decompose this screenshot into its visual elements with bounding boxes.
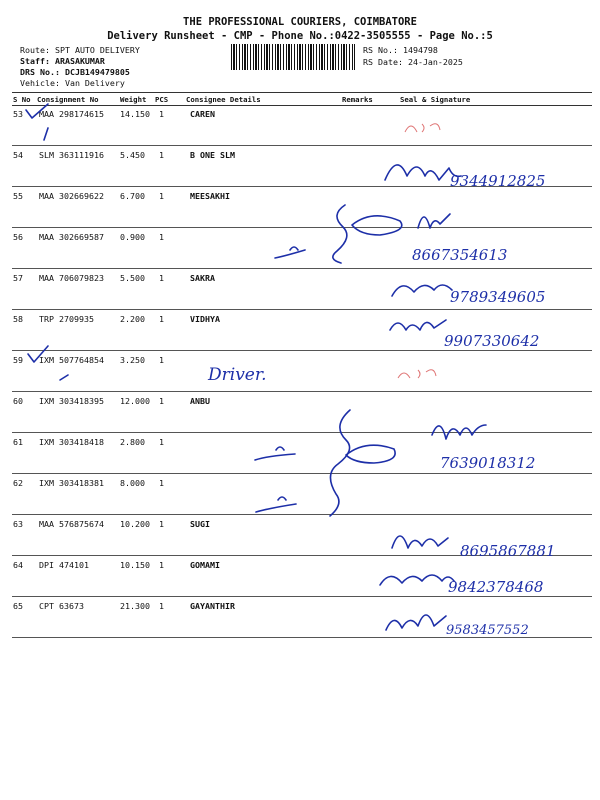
row-sno: 55 [13, 191, 23, 201]
row-consignment: MAA 706079823 [39, 273, 104, 283]
row-sno: 65 [13, 601, 23, 611]
phone-row-61: 7639018312 [440, 454, 536, 472]
table-row [12, 391, 592, 433]
table-row [12, 145, 592, 187]
table-row [12, 555, 592, 597]
row-pcs: 1 [159, 191, 164, 201]
table-row [12, 514, 592, 556]
rs-date: RS Date: 24-Jan-2025 [363, 57, 463, 67]
row-consignment: IXM 303418418 [39, 437, 104, 447]
row-consignment: SLM 363111916 [39, 150, 104, 160]
row-weight: 12.000 [120, 396, 150, 406]
row-sno: 57 [13, 273, 23, 283]
row-consignment: IXM 507764854 [39, 355, 104, 365]
row-sno: 56 [13, 232, 23, 242]
row-consignment: MAA 298174615 [39, 109, 104, 119]
phone-row-65: 9583457552 [446, 623, 529, 638]
table-row [12, 186, 592, 228]
row-consignment: IXM 303418395 [39, 396, 104, 406]
route-text: Route: SPT AUTO DELIVERY [20, 45, 140, 55]
col-weight: Weight [120, 95, 147, 104]
row-pcs: 1 [159, 314, 164, 324]
row-pcs: 1 [159, 519, 164, 529]
row-sno: 61 [13, 437, 23, 447]
row-sno: 62 [13, 478, 23, 488]
row-weight: 2.800 [120, 437, 145, 447]
row-weight: 5.500 [120, 273, 145, 283]
col-consignee: Consignee Details [186, 95, 261, 104]
row-pcs: 1 [159, 232, 164, 242]
col-seal: Seal & Signature [400, 95, 471, 104]
row-weight: 14.150 [120, 109, 150, 119]
phone-row-56: 8667354613 [412, 246, 508, 264]
row-sno: 53 [13, 109, 23, 119]
row-pcs: 1 [159, 355, 164, 365]
table-row [12, 309, 592, 351]
row-consignee: SUGI [190, 519, 210, 529]
col-pcs: PCS [155, 95, 169, 104]
row-consignment: IXM 303418381 [39, 478, 104, 488]
runsheet-table [12, 92, 592, 652]
row-weight: 3.250 [120, 355, 145, 365]
table-row [12, 104, 592, 146]
driver-note: Driver. [208, 365, 267, 385]
table-row [12, 473, 592, 515]
row-sno: 54 [13, 150, 23, 160]
row-weight: 2.200 [120, 314, 145, 324]
row-sno: 64 [13, 560, 23, 570]
row-consignment: MAA 302669587 [39, 232, 104, 242]
row-consignee: VIDHYA [190, 314, 220, 324]
phone-row-64: 9842378468 [448, 578, 544, 596]
row-pcs: 1 [159, 437, 164, 447]
phone-row-55: 9344912825 [450, 172, 546, 190]
row-pcs: 1 [159, 109, 164, 119]
row-consignee: CAREN [190, 109, 215, 119]
row-consignment: DPI 474101 [39, 560, 89, 570]
rs-number: RS No.: 1494798 [363, 45, 438, 55]
row-pcs: 1 [159, 273, 164, 283]
row-weight: 21.300 [120, 601, 150, 611]
row-pcs: 1 [159, 150, 164, 160]
row-consignment: MAA 302669622 [39, 191, 104, 201]
row-consignee: ANBU [190, 396, 210, 406]
row-sno: 63 [13, 519, 23, 529]
row-sno: 58 [13, 314, 23, 324]
table-row [12, 432, 592, 474]
row-pcs: 1 [159, 478, 164, 488]
drs-number: DRS No.: DCJB149479805 [20, 67, 130, 77]
row-consignee: B ONE SLM [190, 150, 235, 160]
row-pcs: 1 [159, 560, 164, 570]
row-weight: 10.200 [120, 519, 150, 529]
company-title: THE PROFESSIONAL COURIERS, COIMBATORE [183, 16, 417, 28]
row-consignee: GOMAMI [190, 560, 220, 570]
staff-text: Staff: ARASAKUMAR [20, 56, 105, 66]
vehicle-text: Vehicle: Van Delivery [20, 78, 125, 88]
row-sno: 59 [13, 355, 23, 365]
col-sno: S No [13, 95, 31, 104]
row-weight: 10.150 [120, 560, 150, 570]
row-consignment: TRP 2709935 [39, 314, 94, 324]
table-row [12, 268, 592, 310]
row-weight: 0.900 [120, 232, 145, 242]
row-consignment: CPT 63673 [39, 601, 84, 611]
row-weight: 8.000 [120, 478, 145, 488]
phone-row-63: 8695867881 [460, 542, 556, 560]
row-consignee: MEESAKHI [190, 191, 230, 201]
col-remarks: Remarks [342, 95, 373, 104]
row-weight: 5.450 [120, 150, 145, 160]
phone-row-58: 9907330642 [444, 332, 540, 350]
row-sno: 60 [13, 396, 23, 406]
barcode [231, 44, 355, 70]
col-consignment: Consignment No [37, 95, 99, 104]
table-row [12, 350, 592, 392]
table-row [12, 596, 592, 638]
row-weight: 6.700 [120, 191, 145, 201]
table-row [12, 227, 592, 269]
row-consignee: SAKRA [190, 273, 215, 283]
row-pcs: 1 [159, 601, 164, 611]
phone-row-57: 9789349605 [450, 288, 546, 306]
runsheet-title: Delivery Runsheet - CMP - Phone No.:0422-3505555 - Page No.:5 [107, 30, 493, 42]
row-consignee: GAYANTHIR [190, 601, 235, 611]
row-pcs: 1 [159, 396, 164, 406]
row-consignment: MAA 576875674 [39, 519, 104, 529]
